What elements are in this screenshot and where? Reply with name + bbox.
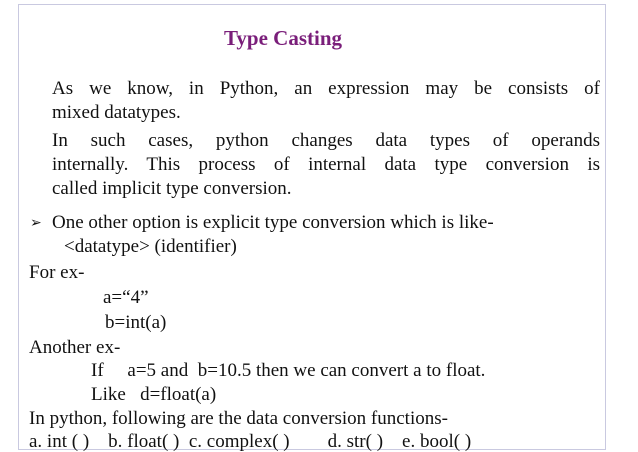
example1-heading: For ex- [29, 262, 85, 283]
para2-line2: internally. This process of internal data type conversion is [52, 154, 600, 175]
para1-line2: mixed datatypes. [52, 102, 181, 123]
example2-line2: Like d=float(a) [91, 384, 217, 405]
example1-code1: a=“4” [103, 287, 149, 308]
bullet-line1: One other option is explicit type conversion which is like- [52, 212, 494, 233]
para1-line1: As we know, in Python, an expression may be consists of [52, 78, 600, 99]
bullet-arrow-icon: ➢ [30, 216, 42, 231]
example2-heading: Another ex- [29, 337, 121, 358]
bullet-line2: <datatype> (identifier) [64, 236, 237, 257]
para2-line1: In such cases, python changes data types of operands [52, 130, 600, 151]
functions-intro: In python, following are the data conversion functions- [29, 408, 448, 429]
example1-code2: b=int(a) [105, 312, 167, 333]
slide-title: Type Casting [223, 26, 343, 50]
para2-line3: called implicit type conversion. [52, 178, 292, 199]
example2-line1: If a=5 and b=10.5 then we can convert a to float. [91, 360, 486, 381]
functions-list: a. int ( ) b. float( ) c. complex( ) d. str( ) e. bool( ) [29, 431, 472, 452]
